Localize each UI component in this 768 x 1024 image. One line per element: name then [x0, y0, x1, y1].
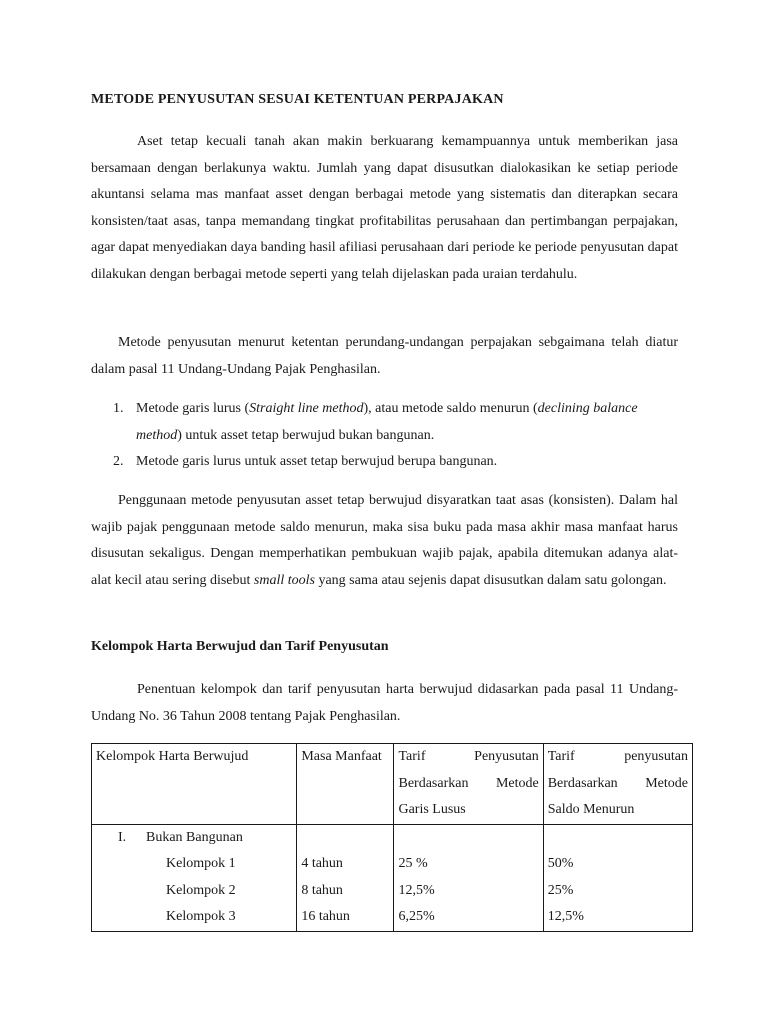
paragraph-classification: Penentuan kelompok dan tarif penyusutan harta berwujud didasarkan pada pasal 11 Undang-Undang No. 36 Tahun 2008 tentang Pajak Penghasilan. — [91, 682, 678, 724]
group-label: Bukan Bangunan — [146, 829, 243, 845]
list-item: 1. Metode garis lurus (Straight line method), atau metode saldo menurun (declining balance method) untuk asset tetap berwujud bukan bangunan. — [91, 396, 678, 449]
table-header-row — [92, 744, 693, 825]
table-group-row — [92, 824, 693, 851]
method-list — [91, 396, 678, 476]
header-masa: Masa Manfaat — [297, 744, 394, 825]
group-cell — [92, 824, 297, 851]
paragraph-intro: Aset tetap kecuali tanah akan makin berkuarang kemampuannya untuk memberikan jasa bersamaan dengan berlakunya waktu. Jumlah yang dapat disusutkan dialokasikan ke setiap periode akuntansi selama mas manfaat asset dengan berbagai metode yang sistematis dan diterapkan secara konsisten/taat asas, tanpa memandang tingkat profitabilitas perusahaan dan pertimbangan perpajakan, agar dapat menyediakan daya banding hasil afiliasi perusahaan dari periode ke periode penyusutan dapat dilakukan dengan berbagai metode seperti yang telah dijelaskan pada uraian terdahulu. — [91, 134, 678, 282]
depreciation-table — [91, 743, 693, 932]
table-row: Kelompok 1 4 tahun 25 % 50% — [92, 851, 693, 878]
list-number: 2. — [113, 454, 124, 469]
list-item: 2. Metode garis lurus untuk asset tetap berwujud berupa bangunan. — [91, 449, 678, 476]
header-kelompok: Kelompok Harta Berwujud — [92, 744, 297, 825]
paragraph-tax-law: Metode penyusutan menurut ketentan perundang-undangan perpajakan sebgaimana telah diatur dalam pasal 11 Undang-Undang Pajak Penghasilan. — [91, 335, 678, 377]
header-tarif-saldo-menurun: Tarif penyusutan Berdasarkan Metode Saldo Menurun — [543, 744, 692, 825]
table-row: Kelompok 2 8 tahun 12,5% 25% — [92, 878, 693, 905]
document-title: METODE PENYUSUTAN SESUAI KETENTUAN PERPAJAKAN — [91, 92, 504, 107]
paragraph-consistency: Penggunaan metode penyusutan asset tetap berwujud disyaratkan taat asas (konsisten). Dalam hal wajib pajak penggunaan metode saldo menurun, maka sisa buku pada masa akhir masa manfaat harus disusutan sekaligus. Dengan memperhatikan pembukuan wajib pajak, apabila ditemukan adanya alat-alat kecil atau sering disebut small tools yang sama atau sejenis dapat disusutkan dalam satu golongan. — [91, 493, 678, 588]
section-subtitle: Kelompok Harta Berwujud dan Tarif Penyusutan — [91, 639, 389, 654]
table-row: Kelompok 3 16 tahun 6,25% 12,5% — [92, 904, 693, 931]
group-roman: I. — [118, 829, 127, 845]
header-tarif-garis-lurus: Tarif Penyusutan Berdasarkan Metode Garis Lusus — [394, 744, 543, 825]
list-number: 1. — [113, 401, 124, 416]
